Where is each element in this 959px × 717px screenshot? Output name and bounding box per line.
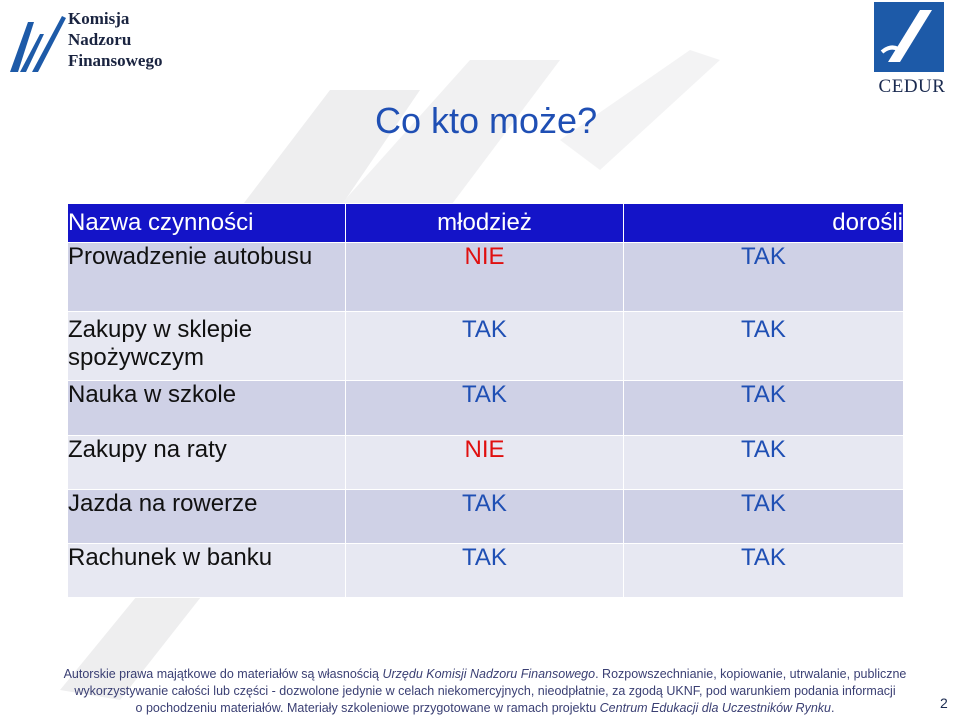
header-adults: dorośli <box>624 204 904 243</box>
activity-cell: Zakupy na raty <box>68 436 346 490</box>
footer-text-italic: Urzędu Komisji Nadzoru Finansowego <box>382 667 596 681</box>
knf-line: Finansowego <box>68 51 163 70</box>
adults-cell: TAK <box>624 312 904 381</box>
table-row <box>68 243 904 312</box>
table-row <box>68 544 904 598</box>
footer-line-2: wykorzystywanie całości lub części - dozwolone jedynie w celach niekomercyjnych, nieodpłatnie, za zgodą UKNF, pod warunkiem podania informacji <box>74 684 896 698</box>
youth-cell: NIE <box>346 243 624 312</box>
adults-cell: TAK <box>624 243 904 312</box>
activity-cell: Prowadzenie autobusu <box>68 243 346 312</box>
activity-cell: Nauka w szkole <box>68 381 346 436</box>
youth-cell: TAK <box>346 312 624 381</box>
cedur-label: CEDUR <box>878 76 946 97</box>
youth-cell: TAK <box>346 381 624 436</box>
header-youth: młodzież <box>346 204 624 243</box>
activity-cell: Jazda na rowerze <box>68 490 346 544</box>
copyright-footer <box>60 666 910 717</box>
footer-text: . Rozpowszechnianie, kopiowanie, utrwalanie, publiczne <box>595 667 907 681</box>
page-number: 2 <box>940 695 948 711</box>
cedur-emblem-icon <box>874 2 944 72</box>
footer-line-3 <box>60 700 910 717</box>
knf-line: Komisja <box>68 9 130 28</box>
activity-cell: Rachunek w banku <box>68 544 346 598</box>
youth-cell: TAK <box>346 544 624 598</box>
adults-cell: TAK <box>624 381 904 436</box>
table-row <box>68 490 904 544</box>
activity-cell: Zakupy w sklepie spożywczym <box>68 312 346 381</box>
footer-text: o pochodzeniu materiałów. Materiały szkoleniowe przygotowane w ramach projektu <box>135 701 600 715</box>
knf-name <box>68 8 162 71</box>
table-row <box>68 436 904 490</box>
activities-table <box>67 203 904 598</box>
footer-text: Autorskie prawa majątkowe do materiałów są własnością <box>63 667 383 681</box>
knf-logo <box>6 8 171 80</box>
table-row <box>68 312 904 381</box>
adults-cell: TAK <box>624 436 904 490</box>
cedur-logo <box>868 2 956 96</box>
footer-text-italic: Centrum Edukacji dla Uczestników Rynku <box>599 701 831 715</box>
adults-cell: TAK <box>624 544 904 598</box>
page-title: Co kto może? <box>375 100 598 141</box>
adults-cell: TAK <box>624 490 904 544</box>
footer-text: . <box>830 701 835 715</box>
footer-line-1 <box>60 666 910 683</box>
knf-line: Nadzoru <box>68 30 132 49</box>
table-row <box>68 381 904 436</box>
youth-cell: NIE <box>346 436 624 490</box>
knf-emblem-icon <box>6 12 68 78</box>
youth-cell: TAK <box>346 490 624 544</box>
table-header-row <box>68 204 904 243</box>
header-activity: Nazwa czynności <box>68 204 346 243</box>
